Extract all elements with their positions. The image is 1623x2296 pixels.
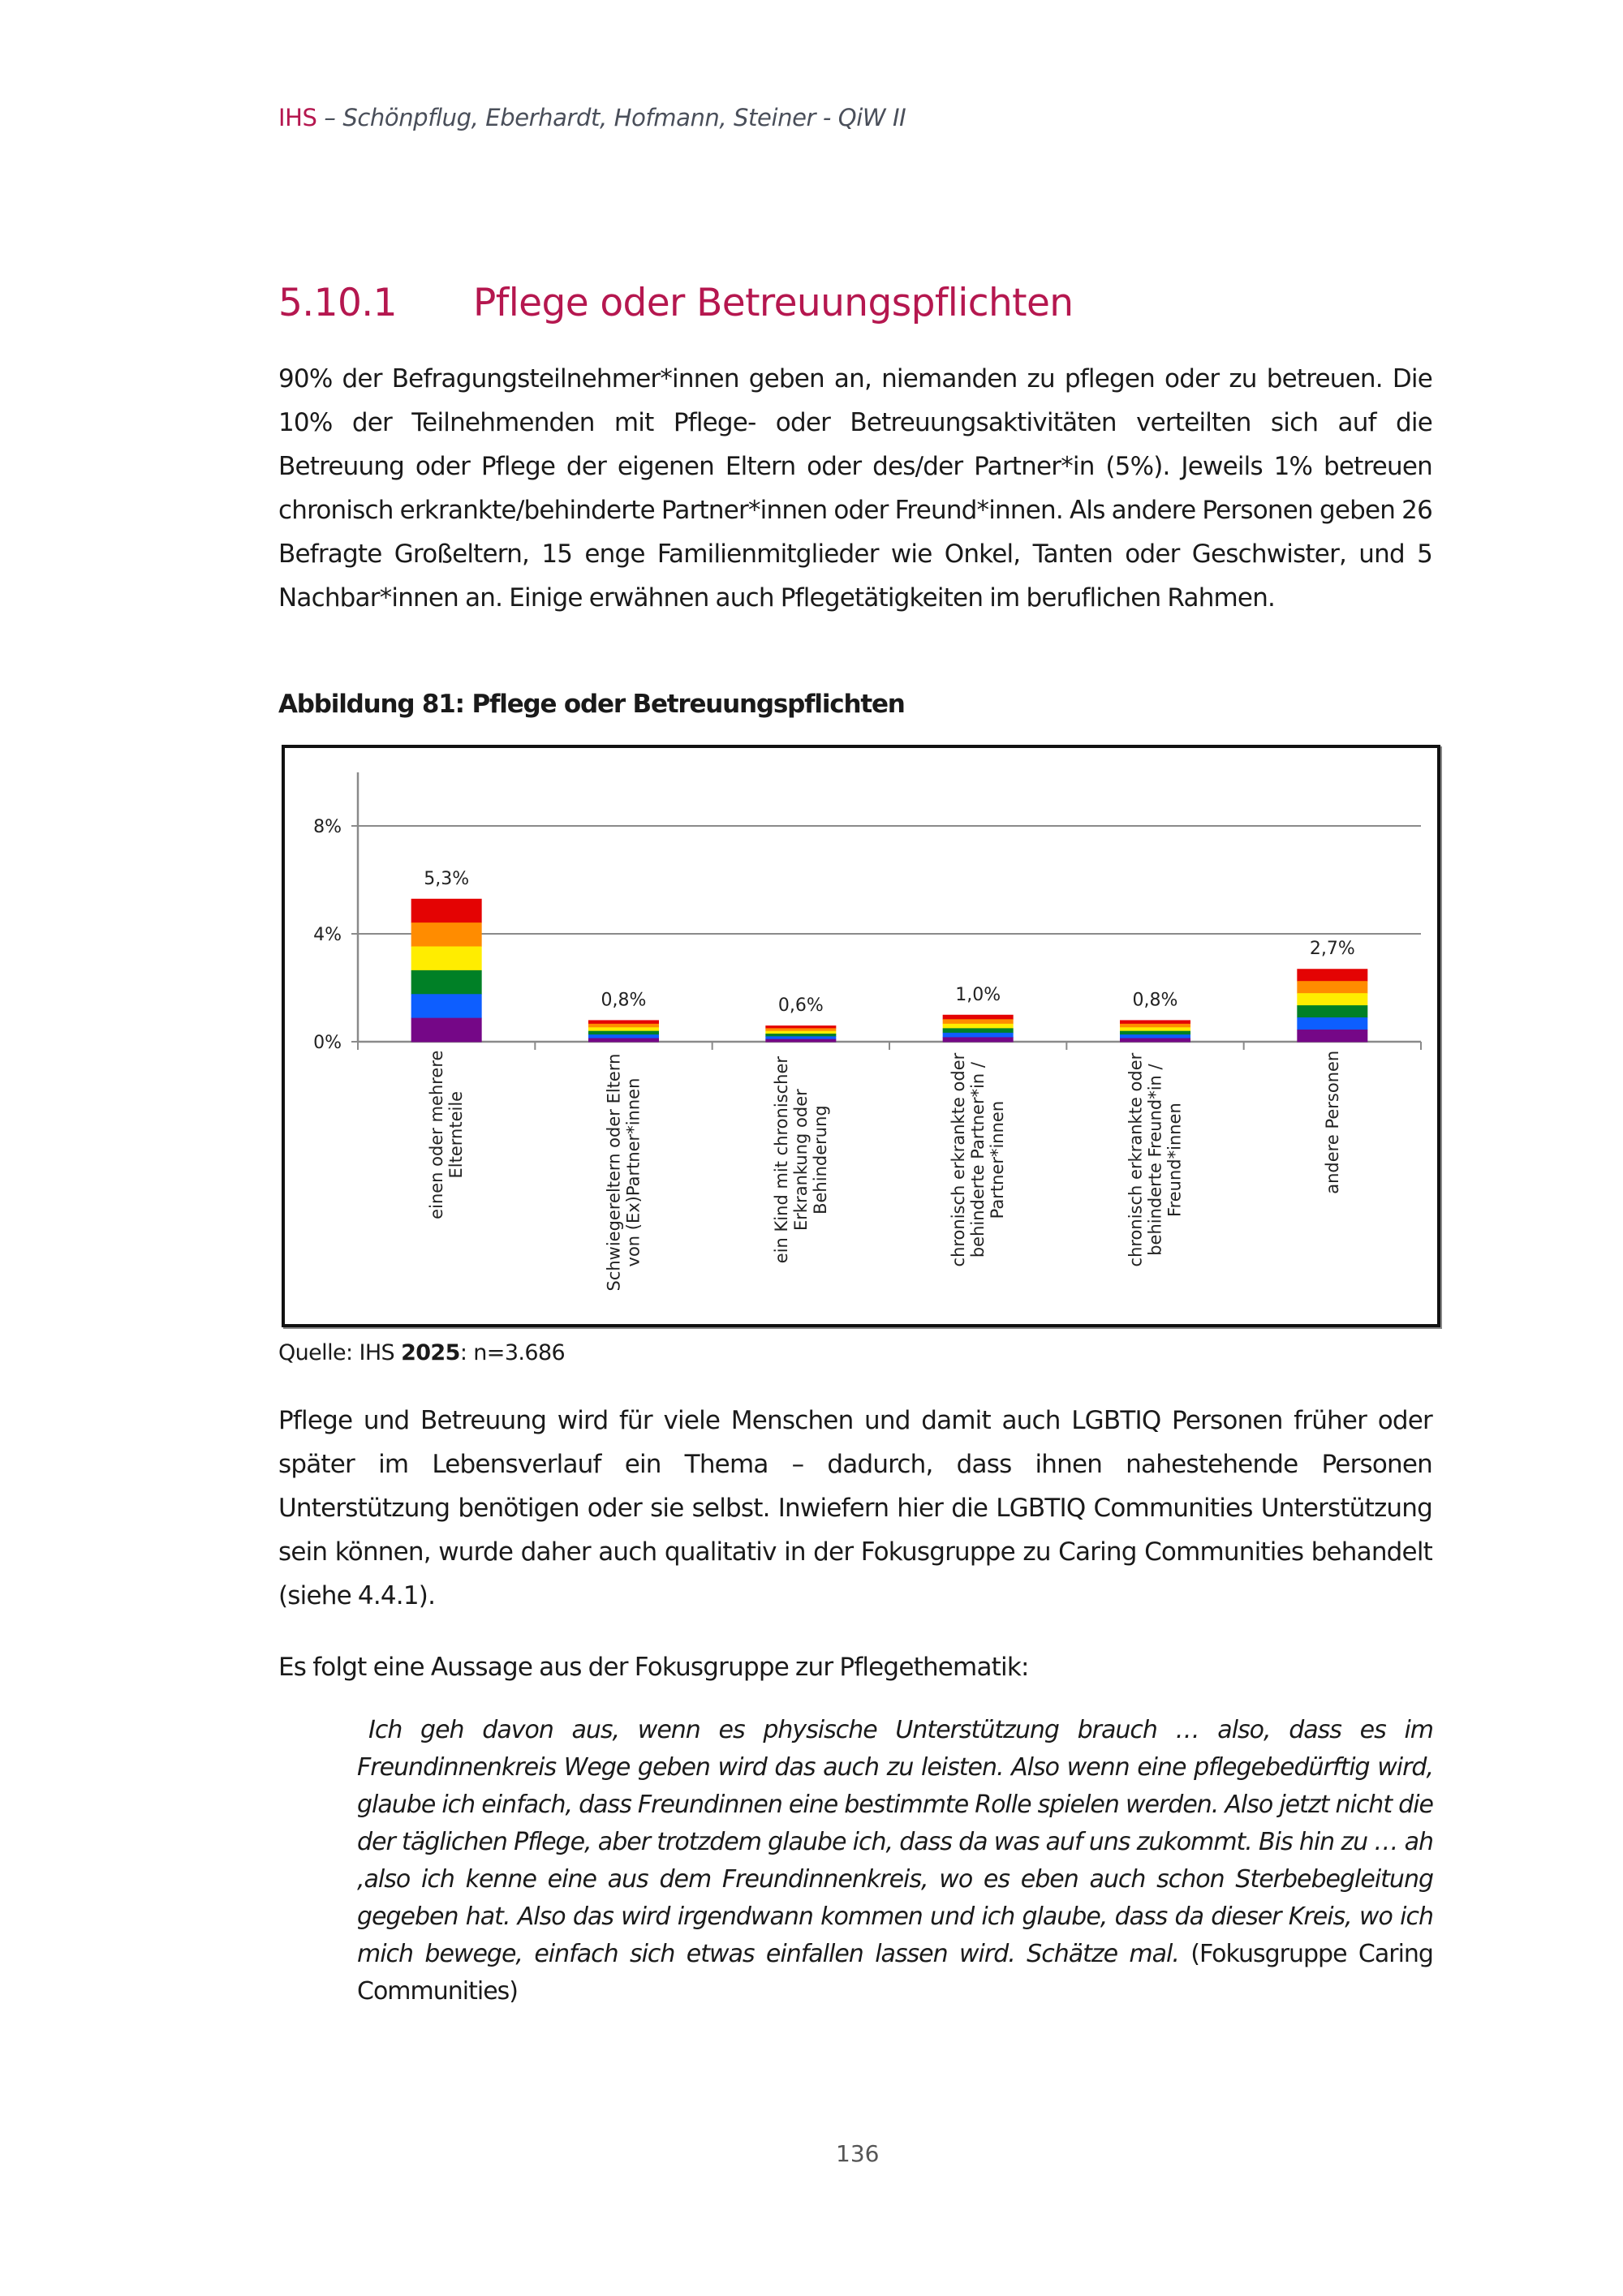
x-category-label-line: Elternteile (446, 1090, 467, 1179)
header-separator: – (316, 104, 343, 131)
data-label: 1,0% (955, 984, 1001, 1005)
bar-stripe (943, 1033, 1014, 1038)
bar-stripe (411, 947, 482, 971)
bar-stripe (765, 1034, 836, 1037)
bar-stripe (943, 1024, 1014, 1029)
quote-intro-paragraph: Es folgt eine Aussage aus der Fokusgruppe zur Pflegethematik: (278, 1653, 1029, 1682)
bar-stripe (588, 1027, 659, 1031)
x-category-label-line: andere Personen (1322, 1050, 1342, 1194)
bar-stripe (588, 1034, 659, 1038)
bar (588, 1020, 659, 1042)
bar-stripe (411, 994, 482, 1018)
data-label: 0,8% (601, 990, 647, 1011)
section-number: 5.10.1 (278, 281, 397, 325)
x-category-label-line: Freund*innen (1165, 1103, 1185, 1217)
bar-stripe (1297, 1030, 1367, 1042)
data-label: 0,8% (1132, 990, 1178, 1011)
x-category-label (772, 1056, 830, 1264)
data-label: 2,7% (1309, 939, 1355, 960)
data-label: 5,3% (424, 868, 470, 889)
bar (1120, 1020, 1190, 1042)
bar-stripe (411, 899, 482, 923)
source-prefix: Quelle: IHS (278, 1340, 402, 1365)
bar-stripe (411, 1018, 482, 1043)
x-category-label (1126, 1052, 1185, 1266)
bar-stripe (765, 1028, 836, 1031)
x-category-label (605, 1054, 644, 1292)
quote-source: (Fokusgruppe Caring Communities) (357, 1940, 1433, 2006)
x-category-label-line: Behinderung (810, 1105, 830, 1215)
discussion-paragraph: Pflege und Betreuung wird für viele Menschen und damit auch LGBTIQ Personen früher oder später im Lebensverlauf ein Thema – dadurch, dass ihnen nahestehende Personen Unterstützung benötigen oder sie selbst. Inwiefern hier die LGBTIQ Communities Unterstützung sein können, wurde daher auch qualitativ in der Fokusgruppe zu Caring Communities behandelt (siehe 4.4.1). (278, 1406, 1432, 1610)
x-category-label (949, 1052, 1007, 1266)
bar-stripe (588, 1038, 659, 1043)
bar-stripe (1120, 1024, 1190, 1028)
source-suffix: : n=3.686 (459, 1340, 566, 1365)
x-category-label-line: einen oder mehrere (427, 1050, 447, 1219)
x-category-label-line: behinderte Partner*in / (968, 1062, 988, 1258)
source-year: 2025 (401, 1340, 460, 1365)
block-quote (357, 1712, 1433, 2010)
bar-stripe (943, 1019, 1014, 1024)
bar (1297, 969, 1367, 1042)
x-category-label (427, 1051, 466, 1219)
running-header (278, 104, 906, 131)
bar-stripe (1297, 981, 1367, 993)
figure-caption: Abbildung 81: Pflege oder Betreuungspflichten (278, 690, 905, 719)
bar-stripe (588, 1031, 659, 1035)
y-tick-label: 4% (313, 925, 342, 945)
section-title: Pflege oder Betreuungspflichten (473, 281, 1074, 325)
bar-stripe (1120, 1027, 1190, 1031)
page-number: 136 (836, 2140, 880, 2167)
x-category-label-line: chronisch erkrankte oder (1126, 1052, 1146, 1267)
bar-stripe (765, 1025, 836, 1029)
quote-text: Ich geh davon aus, wenn es physische Unterstützung brauch … also, dass es im Freundinnenkreis Wege geben wird das auch zu leisten. Also wenn eine pflegebedürftig wird, glaube ich einfach, dass Freundinnen eine bestimmte Rolle spielen werden. Also jetzt nicht die der täglichen Pflege, aber trotzdem glaube ich, dass da was auf uns zukommt. Bis hin zu … ah ,also ich kenne eine aus dem Freundinnenkreis, wo es eben auch schon Sterbebegleitung gegeben hat. Also das wird irgendwann kommen und ich glaube, dass da dieser Kreis, wo ich mich bewege, einfach sich etwas einfallen lassen wird. Schätze mal. (357, 1716, 1433, 1968)
section-heading (278, 281, 1073, 325)
bar-chart (285, 748, 1437, 1324)
bar-stripe (943, 1015, 1014, 1020)
header-authors: Schönpflug, Eberhardt, Hofmann, Steiner - QiW II (342, 104, 906, 131)
intro-paragraph: 90% der Befragungsteilnehmer*innen geben an, niemanden zu pflegen oder zu betreuen. Die 10% der Teilnehmenden mit Pflege- oder Betreuungsaktivitäten verteilten sich auf die Betreuung oder Pflege der eigenen Eltern oder des/der Partner*in (5%). Jeweils 1% betreuen chronisch erkrankte/behinderte Partner*innen oder Freund*innen. Als andere Personen geben 26 Befragte Großeltern, 15 enge Familienmitglieder wie Onkel, Tanten oder Geschwister, und 5 Nachbar*innen an. Einige erwähnen auch Pflegetätigkeiten im beruflichen Rahmen. (278, 364, 1432, 613)
y-tick-label: 8% (313, 817, 342, 837)
bar-stripe (411, 922, 482, 947)
bar (765, 1025, 836, 1042)
bar-stripe (1120, 1031, 1190, 1035)
bar (943, 1015, 1014, 1043)
x-category-label-line: ein Kind mit chronischer (771, 1056, 791, 1264)
x-category-label-line: behinderte Freund*in / (1145, 1064, 1165, 1256)
x-category-label-line: Partner*innen (988, 1100, 1008, 1219)
bar-stripe (765, 1039, 836, 1043)
data-label: 0,6% (777, 995, 824, 1017)
bar-stripe (1120, 1020, 1190, 1024)
bar (411, 899, 482, 1043)
x-category-label-line: Erkrankung oder (790, 1089, 811, 1231)
bar-stripe (1297, 969, 1367, 981)
x-category-label-line: von (Ex)Partner*innen (623, 1077, 644, 1267)
bar-stripe (765, 1031, 836, 1034)
x-category-label-line: chronisch erkrankte oder (949, 1052, 969, 1267)
bar-stripe (1120, 1034, 1190, 1038)
bar-stripe (588, 1024, 659, 1028)
header-org: IHS (278, 104, 317, 131)
bar-stripe (1297, 1005, 1367, 1017)
bar-stripe (765, 1036, 836, 1039)
bar-stripe (588, 1020, 659, 1024)
bar-stripe (411, 970, 482, 995)
bar-stripe (1120, 1038, 1190, 1043)
bar-stripe (943, 1028, 1014, 1033)
chart-frame (282, 745, 1440, 1327)
x-category-label (1323, 1051, 1342, 1194)
x-category-label-line: Schwiegereltern oder Eltern (604, 1053, 624, 1292)
bar-stripe (1297, 1017, 1367, 1030)
bar-stripe (1297, 993, 1367, 1005)
y-tick-label: 0% (313, 1033, 342, 1053)
figure-source (278, 1340, 565, 1365)
bar-stripe (943, 1037, 1014, 1042)
